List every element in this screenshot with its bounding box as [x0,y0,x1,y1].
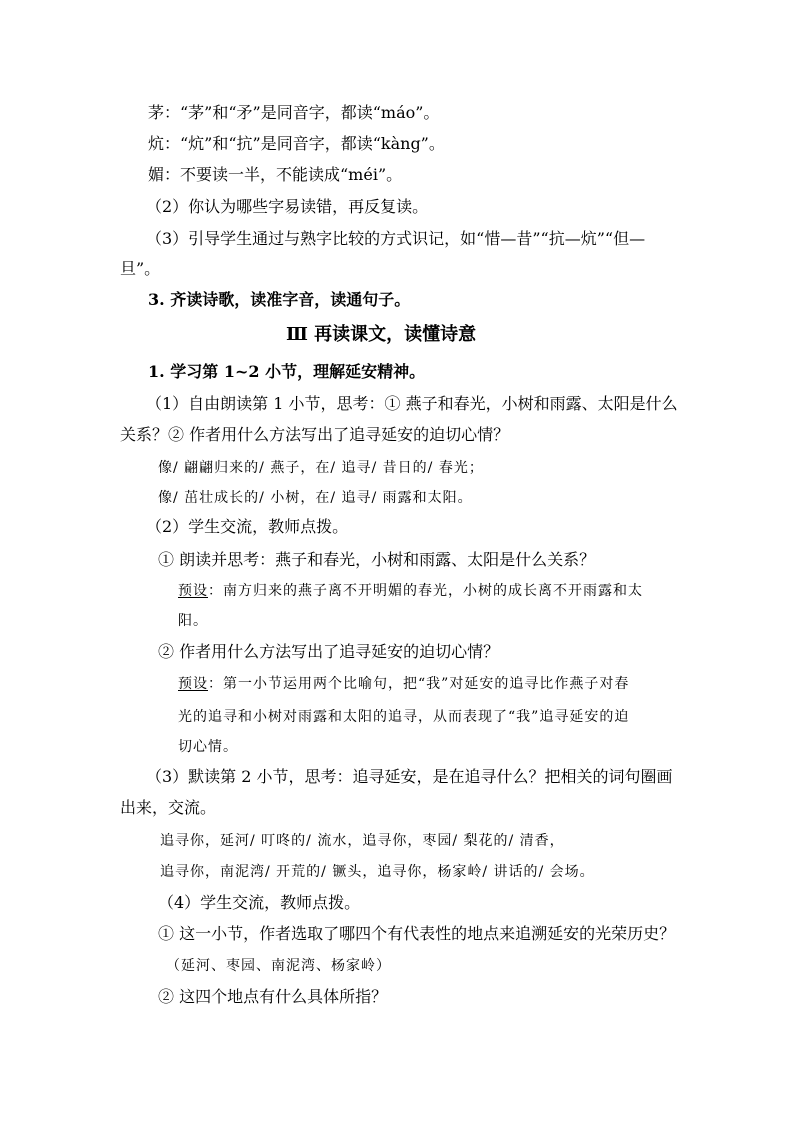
text-line: ① 这一小节，作者选取了哪四个有代表性的地点来追溯延安的光荣历史？ [158,924,676,943]
poem-line: 像/ 茁壮成长的/ 小树，在/ 追寻/ 雨露和太阳。 [158,490,473,506]
text-line: 出来，交流。 [120,798,217,817]
poem-line: 像/ 翩翩归来的/ 燕子，在/ 追寻/ 昔日的/ 春光； [158,460,484,476]
preset-answer-cont: 阳。 [178,613,208,629]
text-line: （3）默读第 2 小节，思考：追寻延安，是在追寻什么？把相关的词句圈画 [146,767,673,786]
list-item-heading: 3. 齐读诗歌，读准字音，读通句子。 [148,290,411,309]
text-line: （2）学生交流，教师点拨。 [146,517,349,536]
preset-text: ：南方归来的燕子离不开明媚的春光，小树的成长离不开雨露和太 [208,583,643,599]
text-line: 旦”。 [120,259,161,278]
answer-line: （延河、枣园、南泥湾、杨家岭） [166,958,391,974]
text-line: ① 朗读并思考：燕子和春光，小树和雨露、太阳是什么关系？ [158,550,596,569]
section-heading: Ⅲ 再读课文，读懂诗意 [286,324,477,345]
list-item-heading: 1. 学习第 1~2 小节，理解延安精神。 [148,362,426,381]
text-line: 炕：“炕”和“抗”是同音字，都读“kàng”。 [148,134,445,153]
text-line: （2）你认为哪些字易读错，再反复读。 [146,197,429,216]
preset-label: 预设 [178,676,208,692]
text-line: 茅：“茅”和“矛”是同音字，都读“máo”。 [148,103,440,122]
preset-answer-cont: 切心情。 [178,739,238,755]
preset-label: 预设 [178,583,208,599]
text-line: ② 作者用什么方法写出了追寻延安的迫切心情？ [158,642,500,661]
preset-answer [178,580,643,602]
text-line: 关系？② 作者用什么方法写出了追寻延安的迫切心情？ [120,425,510,444]
poem-line: 追寻你，南泥湾/ 开荒的/ 镢头，追寻你，杨家岭/ 讲话的/ 会场。 [160,864,595,880]
poem-line: 追寻你，延河/ 叮咚的/ 流水，追寻你，枣园/ 梨花的/ 清香， [160,833,565,849]
text-line: （4）学生交流，教师点拨。 [158,893,361,912]
preset-answer [178,673,629,695]
text-line: （3）引导学生通过与熟字比较的方式识记，如“惜—昔”“抗—炕”“但— [146,229,646,248]
preset-text: ：第一小节运用两个比喻句，把“我”对延安的追寻比作燕子对春 [208,676,630,692]
text-line: （1）自由朗读第 1 小节，思考：① 燕子和春光，小树和雨露、太阳是什么 [146,394,678,413]
text-line: 媚：不要读一半，不能读成“méi”。 [148,165,403,184]
text-line: ② 这四个地点有什么具体所指？ [158,987,388,1006]
preset-answer-cont: 光的追寻和小树对雨露和太阳的追寻，从而表现了“我”追寻延安的迫 [178,709,630,725]
